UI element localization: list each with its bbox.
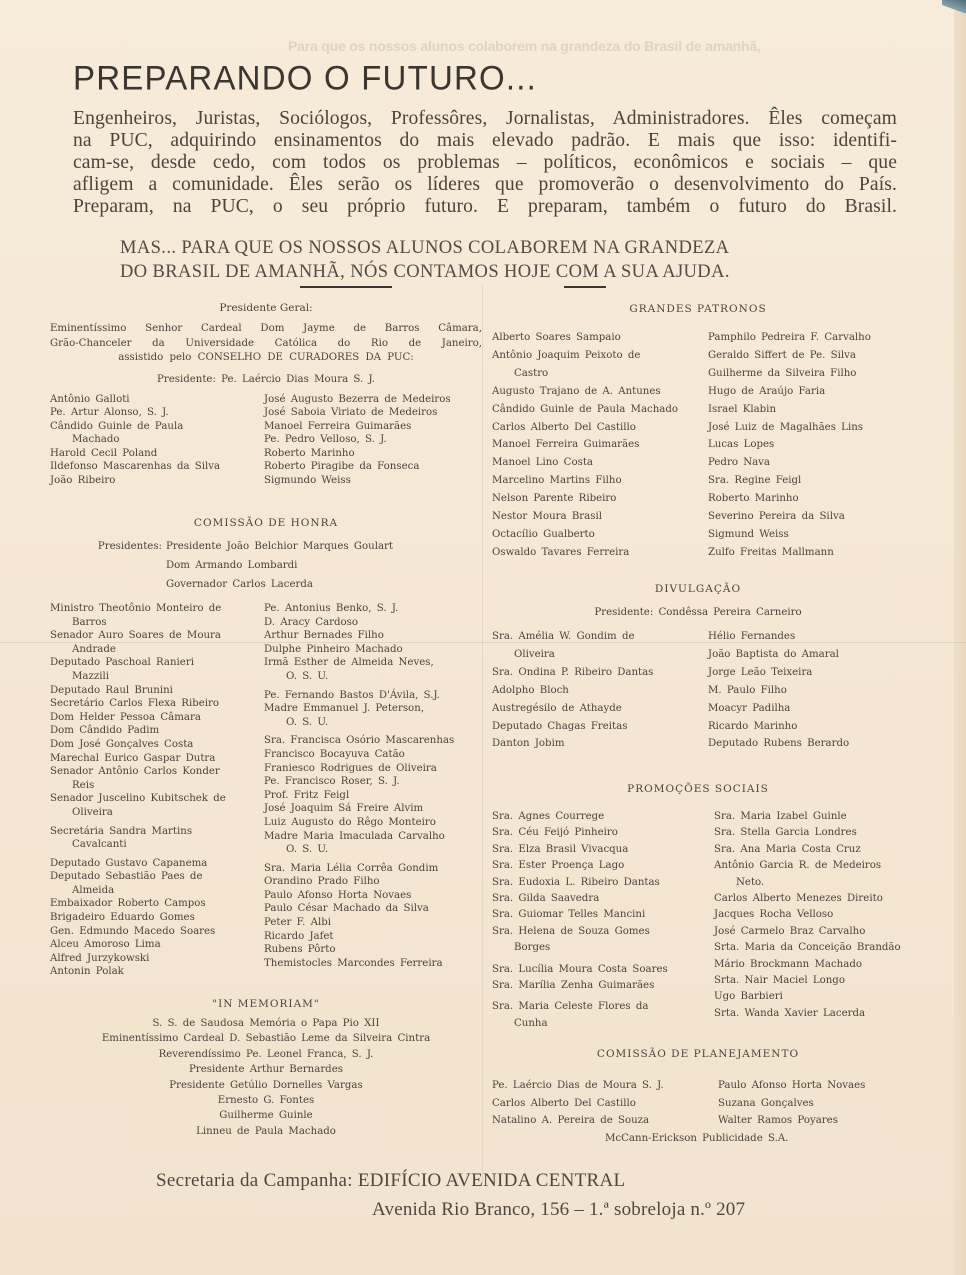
- list-item: Deputado Gustavo Capanema: [50, 857, 208, 869]
- list-item: Alfred Jurzykowski: [50, 952, 150, 964]
- name-list-left: [492, 329, 702, 562]
- intro-line: afligem a comunidade. Êles serão os líderes que promoverão o desenvolvimento do País.: [73, 174, 897, 195]
- section-heading: COMISSÃO DE PLANEJAMENTO: [596, 1048, 800, 1060]
- list-item: Nestor Moura Brasil: [492, 511, 602, 523]
- bleed-through-text: Para que os nossos alunos colaborem na grandeza do Brasil de amanhã,: [288, 38, 761, 54]
- divulgacao-section: [492, 583, 904, 753]
- list-item: Pe. Artur Alonso, S. J.: [50, 407, 169, 419]
- list-item: O. S. U.: [286, 844, 329, 856]
- list-item: Antonin Polak: [50, 966, 124, 978]
- list-item: Deputado Raul Brunini: [50, 684, 173, 696]
- list-item: Srta. Nair Maciel Longo: [714, 975, 845, 987]
- council-president: Presidente: Pe. Laércio Dias Moura S. J.: [156, 373, 376, 385]
- list-item: Hélio Fernandes: [708, 631, 796, 642]
- list-item: Hugo de Araújo Faria: [708, 385, 826, 397]
- list-item: Sra. Helena de Souza Gomes: [492, 925, 650, 937]
- list-item: Senador Auro Soares de Moura: [50, 630, 221, 642]
- list-item: Guilherme Guinle: [219, 1110, 313, 1122]
- in-memoriam-section: [50, 998, 482, 1139]
- list-item: Sra. Ondina P. Ribeiro Dantas: [492, 666, 654, 678]
- name-list-right: [718, 1077, 904, 1130]
- list-item: Mazzili: [72, 670, 110, 682]
- list-item: Roberto Marinho: [264, 447, 355, 459]
- list-item: Carlos Alberto Del Castillo: [492, 421, 636, 433]
- name-list-left: [492, 628, 702, 753]
- list-item: Sra. Ana Maria Costa Cruz: [714, 843, 861, 855]
- presidente-name: Dom Armando Lombardi: [166, 560, 298, 571]
- list-item: Sra. Céu Feijó Pinheiro: [492, 827, 618, 839]
- list-item: Suzana Gonçalves: [718, 1097, 814, 1109]
- list-item: Brigadeiro Eduardo Gomes: [50, 912, 195, 924]
- list-item: Reis: [72, 779, 95, 791]
- list-item: Roberto Piragibe da Fonseca: [264, 461, 420, 473]
- list-item: Irmã Esther de Almeida Neves,: [264, 657, 434, 669]
- presidentes-label: Presidentes:: [97, 541, 162, 552]
- campaign-address: Avenida Rio Branco, 156 – 1.ª sobreloja n.º 207: [372, 1199, 746, 1220]
- list-item: Deputado Rubens Berardo: [708, 738, 850, 750]
- list-item: Harold Cecil Poland: [50, 447, 158, 459]
- list-item: Machado: [72, 434, 120, 446]
- list-item: Franiesco Rodrigues de Oliveira: [264, 762, 437, 774]
- list-item: Sra. Lucília Moura Costa Soares: [492, 963, 668, 975]
- list-item: José Carmelo Braz Carvalho: [714, 925, 866, 937]
- page-corner: [942, 0, 966, 14]
- list-item: Orandino Prado Filho: [264, 876, 380, 888]
- list-item: Linneu de Paula Machado: [196, 1125, 336, 1137]
- list-item: Sra. Eudoxia L. Ribeiro Dantas: [492, 876, 660, 888]
- name-list-left: [492, 1077, 714, 1130]
- list-item: Sra. Maria Izabel Guinle: [714, 811, 847, 822]
- list-item: Ricardo Marinho: [708, 720, 798, 732]
- list-item: Deputado Sebastião Paes de: [50, 871, 203, 883]
- list-item: Paulo Afonso Horta Novaes: [264, 889, 412, 901]
- list-item: Severino Pereira da Silva: [708, 511, 845, 523]
- text-line: assistido pelo CONSELHO DE CURADORES DA PUC:: [118, 352, 414, 363]
- list-item: Presidente Arthur Bernardes: [189, 1064, 343, 1076]
- list-item: Luiz Augusto do Rêgo Monteiro: [264, 816, 436, 828]
- comissao-planejamento-section: [492, 1048, 904, 1147]
- list-item: Sra. Gilda Saavedra: [492, 893, 600, 905]
- list-item: Lucas Lopes: [708, 439, 775, 451]
- list-item: Sra. Agnes Courrege: [492, 811, 605, 822]
- comissao-honra-section: [50, 517, 482, 979]
- intro-line: na PUC, adquirindo ensinamentos do mais elevado padrão. E mais que isso: identifi-: [73, 130, 897, 151]
- name-list-left: [50, 393, 260, 488]
- list-item: Antônio Joaquim Peixoto de: [492, 349, 641, 361]
- list-item: Sigmund Weiss: [708, 528, 789, 540]
- name-list-left: [492, 809, 710, 1032]
- list-item: Dom Helder Pessoa Câmara: [50, 711, 201, 723]
- list-item: Srta. Maria da Conceição Brandão: [714, 942, 901, 954]
- list-item: S. S. de Saudosa Memória o Papa Pio XII: [152, 1018, 380, 1029]
- list-item: José Luiz de Magalhães Lins: [708, 421, 863, 433]
- list-item: Walter Ramos Poyares: [718, 1115, 838, 1126]
- section-heading: Presidente Geral:: [219, 302, 313, 314]
- list-item: José Saboia Viriato de Medeiros: [264, 407, 438, 419]
- list-item: Sra. Marília Zenha Guimarães: [492, 980, 655, 992]
- list-item: O. S. U.: [286, 670, 329, 682]
- list-item: Antônio Garcia R. de Medeiros: [714, 860, 882, 872]
- list-item: Alberto Soares Sampaio: [492, 332, 621, 343]
- list-item: Paulo César Machado da Silva: [264, 903, 429, 915]
- list-item: Themistocles Marcondes Ferreira: [264, 957, 443, 969]
- list-item: Oliveira: [514, 648, 555, 660]
- underline-hoje: [564, 286, 606, 288]
- list-item: Almeida: [72, 884, 115, 896]
- list-item: Cunha: [514, 1017, 548, 1029]
- list-item: Marechal Eurico Gaspar Dutra: [50, 752, 216, 764]
- list-item: Manoel Ferreira Guimarães: [264, 420, 412, 432]
- list-item: Ugo Barbieri: [714, 991, 783, 1003]
- list-item: Mário Brockmann Machado: [714, 958, 862, 970]
- intro-paragraph: [73, 108, 897, 218]
- list-item: Sra. Maria Celeste Flores da: [492, 1001, 649, 1013]
- list-item: Barros: [72, 616, 107, 628]
- list-item: Natalino A. Pereira de Souza: [492, 1115, 650, 1126]
- intro-line: cam-se, desde cedo, com todos os problemas – políticos, econômicos e sociais – que: [73, 152, 897, 173]
- text-line: [50, 322, 482, 337]
- list-item: Andrade: [72, 643, 116, 655]
- list-item: Reverendíssimo Pe. Leonel Franca, S. J.: [158, 1048, 374, 1060]
- list-item: M. Paulo Filho: [708, 684, 787, 696]
- list-item: Sra. Stella Garcia Londres: [714, 827, 857, 839]
- text-line: Grão-Chanceler da Universidade Católica do Rio de Janeiro,: [50, 337, 482, 349]
- page-title: PREPARANDO O FUTURO...: [73, 58, 537, 97]
- list-item: Nelson Parente Ribeiro: [492, 493, 617, 505]
- name-list-right: [264, 393, 482, 488]
- list-item: Pedro Nava: [708, 457, 771, 469]
- list-item: Cavalcanti: [72, 839, 127, 851]
- section-heading: DIVULGAÇÃO: [654, 583, 742, 595]
- list-item: Peter F. Albi: [264, 917, 332, 929]
- list-item: João Baptista do Amaral: [708, 648, 839, 660]
- list-item: Sra. Elza Brasil Vivacqua: [492, 843, 629, 855]
- list-item: Gen. Edmundo Macedo Soares: [50, 925, 216, 937]
- list-item: João Ribeiro: [50, 475, 116, 487]
- appeal-line-1: MAS... PARA QUE OS NOSSOS ALUNOS COLABOREM NA GRANDEZA: [120, 238, 730, 258]
- underline-amanha: [300, 286, 392, 288]
- agency-name: McCann-Erickson Publicidade S.A.: [605, 1132, 789, 1144]
- list-item: Pe. Fernando Bastos D'Ávila, S.J.: [264, 689, 441, 701]
- divulgacao-president: Presidente: Condêssa Pereira Carneiro: [594, 607, 802, 618]
- list-item: Madre Maria Imaculada Carvalho: [264, 830, 445, 842]
- section-heading: PROMOÇÕES SOCIAIS: [627, 783, 769, 795]
- list-item: Sra. Maria Lélia Corrêa Gondim: [264, 862, 439, 874]
- planejamento-members: [492, 1077, 904, 1130]
- list-item: Arthur Bernades Filho: [264, 630, 384, 642]
- appeal-text: [120, 236, 860, 284]
- list-item: Secretária Sandra Martins: [50, 825, 193, 837]
- list-item: Embaixador Roberto Campos: [50, 898, 206, 910]
- list-item: Sra. Guiomar Telles Mancini: [492, 909, 646, 921]
- list-item: Danton Jobim: [492, 738, 565, 750]
- list-item: Sra. Amélia W. Gondim de: [492, 631, 635, 642]
- fold-line-vertical: [482, 285, 483, 1185]
- list-item: Antônio Galloti: [50, 393, 130, 405]
- list-item: D. Aracy Cardoso: [264, 616, 359, 628]
- list-item: Jacques Rocha Velloso: [714, 909, 834, 921]
- list-item: Moacyr Padilha: [708, 702, 791, 714]
- list-item: O. S. U.: [286, 716, 329, 728]
- list-item: Sra. Regine Feigl: [708, 475, 802, 487]
- list-item: Zulfo Freitas Mallmann: [708, 546, 834, 558]
- text-line: [50, 337, 482, 352]
- campaign-secretariat: Secretaria da Campanha: EDIFÍCIO AVENIDA CENTRAL: [156, 1170, 626, 1191]
- promocoes-sociais-section: [492, 783, 904, 1032]
- list-item: Eminentíssimo Cardeal D. Sebastião Leme da Silveira Cintra: [101, 1033, 431, 1045]
- section-heading: "IN MEMORIAM": [212, 998, 320, 1010]
- list-item: Augusto Trajano de A. Antunes: [492, 385, 661, 397]
- name-list-left: [50, 602, 260, 979]
- honra-members: [50, 602, 482, 979]
- list-item: Alceu Amoroso Lima: [50, 939, 161, 951]
- list-item: Sigmundo Weiss: [264, 475, 351, 487]
- patronos-members: [492, 329, 904, 562]
- list-item: Pe. Francisco Roser, S. J.: [264, 776, 400, 788]
- list-item: Manoel Ferreira Guimarães: [492, 439, 640, 451]
- list-item: Sra. Francisca Osório Mascarenhas: [264, 735, 455, 747]
- list-item: José Augusto Bezerra de Medeiros: [264, 393, 451, 405]
- list-item: Pamphilo Pedreira F. Carvalho: [708, 332, 871, 343]
- list-item: Pe. Laércio Dias de Moura S. J.: [492, 1080, 664, 1091]
- list-item: Marcelino Martins Filho: [492, 475, 622, 487]
- list-item: Prof. Fritz Feigl: [264, 789, 350, 801]
- presidentes-row: [50, 537, 482, 556]
- list-item: Castro: [514, 367, 549, 379]
- list-item: Adolpho Bloch: [492, 684, 569, 696]
- list-item: Paulo Afonso Horta Novaes: [718, 1080, 866, 1091]
- text-line: Eminentíssimo Senhor Cardeal Dom Jayme de Barros Câmara,: [50, 323, 482, 334]
- list-item: Pe. Antonius Benko, S. J.: [264, 603, 399, 614]
- list-item: Manoel Lino Costa: [492, 457, 594, 469]
- list-item: Oliveira: [72, 806, 113, 818]
- list-item: Octacílio Gualberto: [492, 528, 595, 540]
- list-item: Srta. Wanda Xavier Lacerda: [714, 1007, 866, 1019]
- presidente-name: Presidente João Belchior Marques Goulart: [166, 541, 393, 552]
- list-item: Carlos Alberto Del Castillo: [492, 1097, 636, 1109]
- list-item: Deputado Chagas Freitas: [492, 720, 628, 732]
- promocoes-members: [492, 809, 904, 1032]
- name-list-right: [708, 628, 904, 753]
- list-item: Neto.: [736, 876, 765, 888]
- list-item: Ricardo Jafet: [264, 930, 334, 942]
- paper-edge: [954, 0, 966, 1275]
- list-item: Senador Antônio Carlos Konder: [50, 766, 220, 778]
- intro-line: Engenheiros, Juristas, Sociólogos, Professôres, Jornalistas, Administradores. Êles começam: [73, 108, 897, 129]
- presidente-name: Governador Carlos Lacerda: [166, 579, 313, 590]
- list-item: Deputado Paschoal Ranieri: [50, 657, 194, 669]
- list-item: Oswaldo Tavares Ferreira: [492, 546, 630, 558]
- list-item: Dulphe Pinheiro Machado: [264, 643, 403, 655]
- name-list-right: [708, 329, 904, 562]
- section-heading: GRANDES PATRONOS: [629, 303, 767, 315]
- memoriam-list: [50, 1016, 482, 1139]
- list-item: Madre Emmanuel J. Peterson,: [264, 703, 424, 715]
- list-item: José Joaquim Sá Freire Alvim: [264, 803, 424, 815]
- name-list-right: [714, 809, 904, 1032]
- list-item: Israel Klabin: [708, 403, 777, 415]
- name-list-right: [264, 602, 482, 979]
- list-item: Francisco Bocayuva Catão: [264, 748, 405, 760]
- list-item: Sra. Ester Proença Lago: [492, 860, 625, 872]
- grandes-patronos-section: [492, 303, 904, 562]
- list-item: Rubens Pôrto: [264, 944, 336, 956]
- list-item: Senador Juscelino Kubitschek de: [50, 793, 226, 805]
- list-item: Presidente Getúlio Dornelles Vargas: [169, 1079, 363, 1091]
- list-item: Jorge Leão Teixeira: [708, 666, 813, 678]
- list-item: Borges: [514, 942, 551, 954]
- list-item: Ildefonso Mascarenhas da Silva: [50, 461, 221, 473]
- divulgacao-members: [492, 628, 904, 753]
- list-item: Cândido Guinle de Paula Machado: [492, 403, 679, 415]
- list-item: Guilherme da Silveira Filho: [708, 367, 857, 379]
- intro-line: Preparam, na PUC, o seu próprio futuro. E preparam, também o futuro do Brasil.: [73, 196, 897, 217]
- presidente-geral-section: [50, 302, 482, 488]
- list-item: Dom José Gonçalves Costa: [50, 738, 194, 750]
- list-item: Austregésilo de Athayde: [492, 702, 622, 714]
- list-item: Ernesto G. Fontes: [217, 1095, 315, 1107]
- list-item: Carlos Alberto Menezes Direito: [714, 893, 883, 905]
- list-item: Ministro Theotônio Monteiro de: [50, 603, 222, 614]
- appeal-line-2: DO BRASIL DE AMANHÃ, NÓS CONTAMOS HOJE COM A SUA AJUDA.: [120, 262, 730, 282]
- council-members: [50, 393, 482, 488]
- list-item: Pe. Pedro Velloso, S. J.: [264, 434, 387, 446]
- list-item: Dom Cândido Padim: [50, 725, 160, 737]
- list-item: Secretário Carlos Flexa Ribeiro: [50, 698, 220, 710]
- section-heading: COMISSÃO DE HONRA: [193, 517, 339, 529]
- list-item: Cândido Guinle de Paula: [50, 420, 184, 432]
- list-item: Geraldo Siffert de Pe. Silva: [708, 349, 856, 361]
- list-item: Roberto Marinho: [708, 493, 799, 505]
